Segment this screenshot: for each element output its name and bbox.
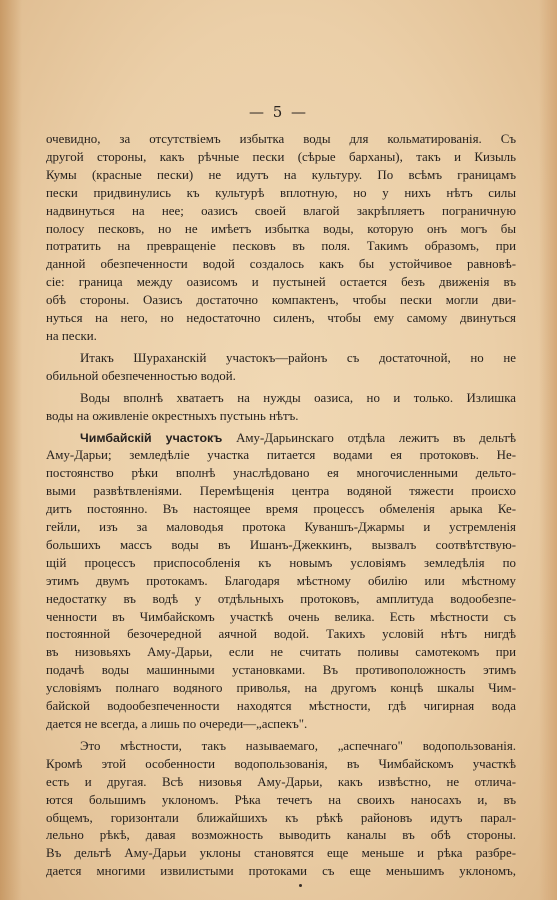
text-line: выми развѣтвленіями. Перемѣщенія центра водяной тяжести происхо [46,484,516,499]
text-line: Аму-Дарьи; земледѣліе участка питается водами ея протоковъ. Не- [46,448,516,463]
text-line: пески придвинулись къ культурѣ вплотную, но у нихъ нѣтъ силы [46,185,516,200]
text-line-with-heading [46,430,516,448]
text-line: постоянство рѣки вполнѣ унаслѣдовано ея многочисленными дельто- [46,466,516,481]
paragraph-3 [46,390,516,426]
text-line: дитъ постоянно. Въ настоящее время процессъ обмеленія арыка Ке- [46,502,516,517]
text-line: ченности въ Чимбайскомъ участкѣ очень велика. Есть мѣстности съ [46,609,516,624]
text-line: условіямъ полнаго водяного приволья, на другомъ концѣ шкалы Чим- [46,681,516,696]
text-line: въ низовьяхъ Аму-Дарьи, если не считать поливы самотекомъ при [46,645,516,660]
text-line: недостатку въ водѣ у отдѣльныхъ протоковъ, амплитуда водообезпе- [46,591,516,606]
paragraph-5 [46,738,516,881]
text-line: Итакъ Шураханскій участокъ—районъ съ достаточной, но не [80,350,516,365]
paragraph-4 [46,430,516,734]
section-heading-chimbay: Чимбайскій участокъ [80,430,223,445]
text-line: очевидно, за отсутствіемъ избытка воды для кольматированія. Съ [46,132,516,146]
text-line: сіе: граница между оазисомъ и пустыней остается безъ движенія въ [46,275,516,290]
text-line: воды на оживленіе окрестныхъ пустынь нѣтъ. [46,408,299,423]
text-line: Кромѣ этой особенности водопользованія, въ Чимбайскомъ участкѣ [46,756,516,771]
text-line: щій процессъ приспособленія къ новымъ условіямъ земледѣлія по [46,555,516,570]
text-line: дается не всегда, а лишь по очереди—„аспекъ". [46,717,308,731]
text-line: дается многими извилистыми протоками съ еще меньшимъ уклономъ, [46,864,516,879]
text-line: Воды вполнѣ хватаетъ на нужды оазиса, но и только. Излишка [80,390,516,405]
text-line-tail: Аму-Дарьинскаго отдѣла лежитъ въ дельтѣ [222,430,516,445]
text-line: надвинуться на нее; оазисъ своей влагой закрѣпляетъ пограничную [46,203,516,218]
text-line: есть и другая. Всѣ низовья Аму-Дарьи, какъ извѣстно, не отлича- [46,774,516,789]
text-line: обильной обезпеченностью водой. [46,368,236,383]
text-line: постоянной безочередной аячной водой. Такихъ условій нѣтъ нигдѣ [46,627,516,642]
text-line: данной обезпеченности водой создалось какъ бы устойчивое равновѣ- [46,257,516,272]
text-line: на пески. [46,328,97,343]
text-line: Кумы (красные пески) не идутъ на культуру. По всѣмъ границамъ [46,167,516,182]
text-line: обѣ стороны. Оазисъ достаточно компактенъ, чтобы пески могли дви- [46,293,516,308]
ink-speck [299,884,302,887]
page-right-edge-shadow [539,0,557,900]
page-number: — 5 — [248,103,309,121]
text-line: гейли, изъ за маловодья протока Куваншъ-Джармы и устремленія [46,520,516,535]
text-line: ются большимъ уклономъ. Рѣка течетъ на своихъ наносахъ и, въ [46,792,516,807]
text-line: лельно рѣкѣ, давая возможность выводить каналы въ обѣ стороны. [46,828,516,843]
text-line: нуться на него, но недостаточно силенъ, чтобы ему самому двинуться [46,311,516,326]
paragraph-2 [46,350,516,386]
text-line: подачѣ воды машинными установками. Въ противоположность этимъ [46,663,516,678]
page-left-edge-shadow [0,0,22,900]
text-line: Это мѣстности, такъ называемаго, „аспечнаго" водопользованія. [80,738,516,753]
text-line: другой стороны, какъ рѣчные пески (сѣрые барханы), такъ и Кизыль [46,149,516,164]
text-line: общемъ, горизонтали ближайшихъ къ рѣкѣ районовъ идутъ парал- [46,810,516,825]
body-text [46,131,516,881]
text-line: этимъ двумъ протокамъ. Благодаря мѣстному обилію или мѣстному [46,573,516,588]
text-line: потратить на превращеніе песковъ въ поля. Такимъ образомъ, при [46,239,516,254]
text-line: байской водообезпеченности находятся мѣстности, гдѣ чигирная вода [46,699,516,714]
text-line: большихъ массъ воды въ Ишанъ-Джеккинъ, вызвалъ соотвѣтствую- [46,537,516,552]
text-line: Въ дельтѣ Аму-Дарьи уклоны становятся еще меньше и рѣка разбре- [46,846,516,861]
text-line: полосу песковъ, но не имѣетъ избытка воды, которую онъ могъ бы [46,221,516,236]
paragraph-1 [46,131,516,346]
